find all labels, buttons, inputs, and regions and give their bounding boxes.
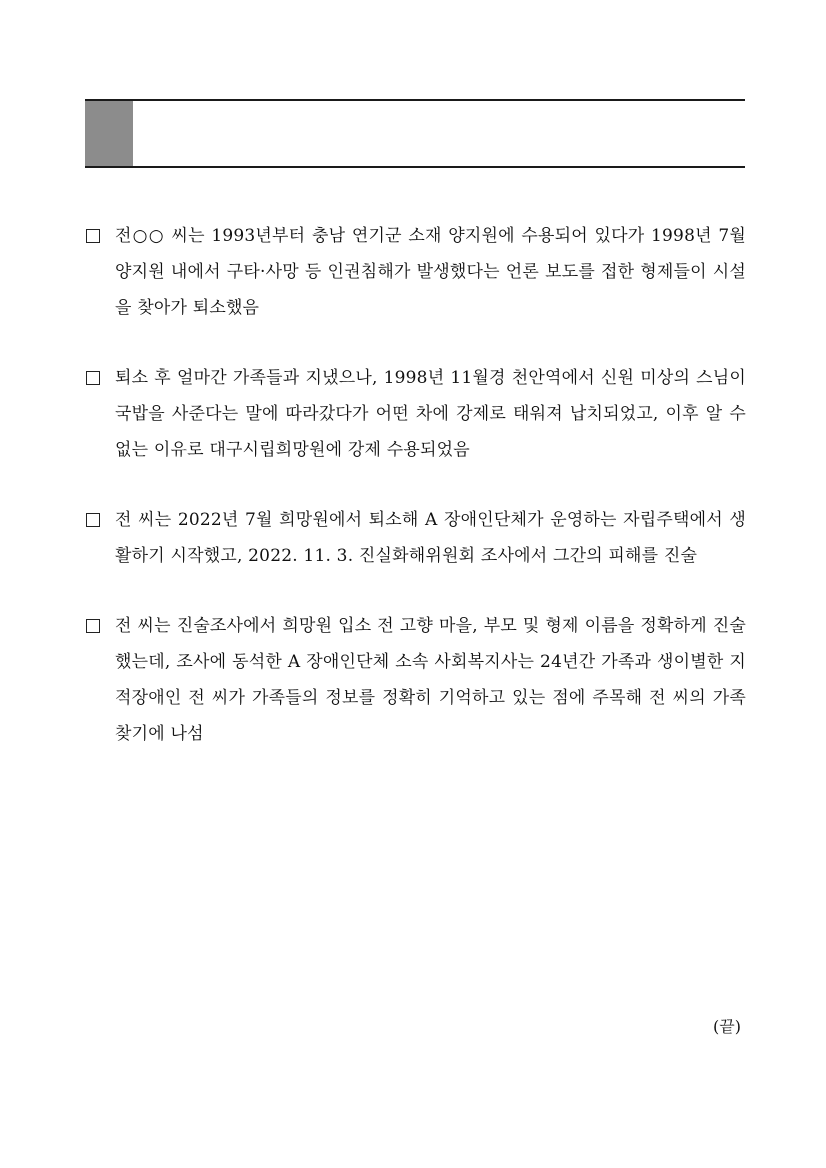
list-item — [85, 360, 746, 468]
checkbox-bullet-icon — [86, 619, 100, 633]
checkbox-bullet-icon — [86, 371, 100, 385]
end-mark: (끝) — [713, 1017, 741, 1036]
list-item-text: 퇴소 후 얼마간 가족들과 지냈으나, 1998년 11월경 천안역에서 신원 미상의 스님이 국밥을 사준다는 말에 따라갔다가 어떤 차에 강제로 태워져 납치되었고, 이후 알 수 없는 이유로 대구시립희망원에 강제 수용되었음 — [115, 368, 746, 460]
checkbox-bullet-icon — [86, 229, 100, 243]
list-item-text: 전 씨는 진술조사에서 희망원 입소 전 고향 마을, 부모 및 형제 이름을 정확하게 진술했는데, 조사에 동석한 A 장애인단체 소속 사회복지사는 24년간 가족과 생이별한 지적장애인 전 씨가 가족들의 정보를 정확히 기억하고 있는 점에 주목해 전 씨의 가족 찾기에 나섬 — [115, 616, 746, 744]
list-item-text: 전 씨는 2022년 7월 희망원에서 퇴소해 A 장애인단체가 운영하는 자립주택에서 생활하기 시작했고, 2022. 11. 3. 진실화해위원회 조사에서 그간의 피해를 진술 — [115, 510, 746, 566]
list-item-text: 전○○ 씨는 1993년부터 충남 연기군 소재 양지원에 수용되어 있다가 1998년 7월 양지원 내에서 구타·사망 등 인권침해가 발생했다는 언론 보도를 접한 형제들이 시설을 찾아가 퇴소했음 — [115, 226, 746, 318]
section-header — [85, 99, 745, 168]
list-item — [85, 608, 746, 752]
list-item — [85, 502, 746, 574]
header-accent-bar — [85, 101, 133, 166]
content-body — [85, 218, 746, 786]
checkbox-bullet-icon — [86, 513, 100, 527]
list-item — [85, 218, 746, 326]
